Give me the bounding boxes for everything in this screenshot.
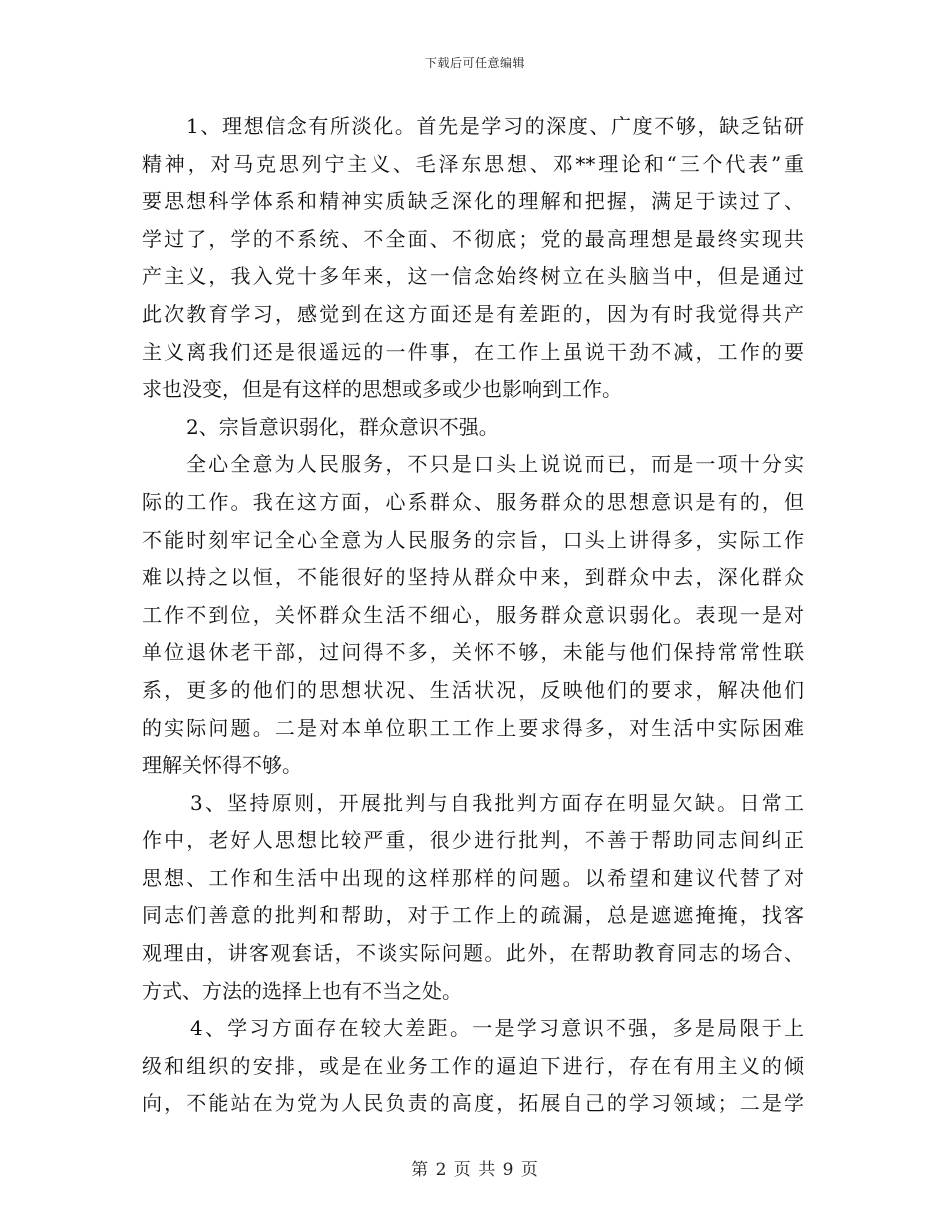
- text-line: 向，不能站在为党为人民负责的高度，拓展自己的学习领域；二是学: [142, 1091, 804, 1116]
- text-line: 学过了，学的不系统、不全面、不彻底；党的最高理想是最终实现共: [142, 226, 804, 251]
- text-line: 要思想科学体系和精神实质缺乏深化的理解和把握，满足于读过了、: [142, 189, 804, 214]
- text-line: 2、宗旨意识弱化，群众意识不强。: [186, 414, 499, 439]
- text-line: 理解关怀得不够。: [142, 753, 302, 778]
- text-line: 工作不到位，关怀群众生活不细心，服务群众意识弱化。表现一是对: [142, 602, 804, 627]
- text-line: 不能时刻牢记全心全意为人民服务的宗旨，口头上讲得多，实际工作: [142, 527, 804, 552]
- text-line: 3、坚持原则，开展批判与自我批判方面存在明显欠缺。日常工: [190, 790, 804, 815]
- text-line: 精神，对马克思列宁主义、毛泽东思想、邓**理论和“三个代表”重: [142, 151, 804, 176]
- text-line: 方式、方法的选择上也有不当之处。: [142, 978, 462, 1003]
- text-line: 全心全意为人民服务，不只是口头上说说而已，而是一项十分实: [186, 452, 804, 477]
- page-header: 下载后可任意编辑: [424, 56, 525, 70]
- text-line: 同志们善意的批判和帮助，对于工作上的疏漏，总是遮遮掩掩，找客: [142, 903, 804, 928]
- text-line: 1、理想信念有所淡化。首先是学习的深度、广度不够，缺乏钻研: [186, 114, 804, 138]
- text-line: 作中，老好人思想比较严重，很少进行批判，不善于帮助同志间纠正: [142, 828, 804, 853]
- text-line: 单位退休老干部，过问得不多，关怀不够，未能与他们保持常常性联: [142, 640, 804, 665]
- text-line: 此次教育学习，感觉到在这方面还是有差距的，因为有时我觉得共产: [142, 301, 804, 326]
- text-line: 观理由，讲客观套话，不谈实际问题。此外，在帮助教育同志的场合、: [142, 941, 804, 966]
- page-number: 第 2 页 共 9 页: [411, 1160, 539, 1180]
- text-line: 产主义，我入党十多年来，这一信念始终树立在头脑当中，但是通过: [142, 264, 804, 289]
- text-line: 系，更多的他们的思想状况、生活状况，反映他们的要求，解决他们: [142, 677, 804, 702]
- text-line: 思想、工作和生活中出现的这样那样的问题。以希望和建议代替了对: [142, 865, 804, 890]
- document-body: [142, 108, 804, 1123]
- text-line: 级和组织的安排，或是在业务工作的逼迫下进行，存在有用主义的倾: [142, 1053, 804, 1078]
- text-line: 的实际问题。二是对本单位职工工作上要求得多，对生活中实际困难: [142, 715, 804, 740]
- text-line: 主义离我们还是很遥远的一件事，在工作上虽说干劲不减，工作的要: [142, 339, 804, 364]
- text-line: 4、学习方面存在较大差距。一是学习意识不强，多是局限于上: [190, 1016, 804, 1041]
- text-line: 难以持之以恒，不能很好的坚持从群众中来，到群众中去，深化群众: [142, 565, 804, 590]
- text-line: 求也没变，但是有这样的思想或多或少也影响到工作。: [142, 377, 622, 402]
- text-line: 际的工作。我在这方面，心系群众、服务群众的思想意识是有的，但: [142, 489, 804, 514]
